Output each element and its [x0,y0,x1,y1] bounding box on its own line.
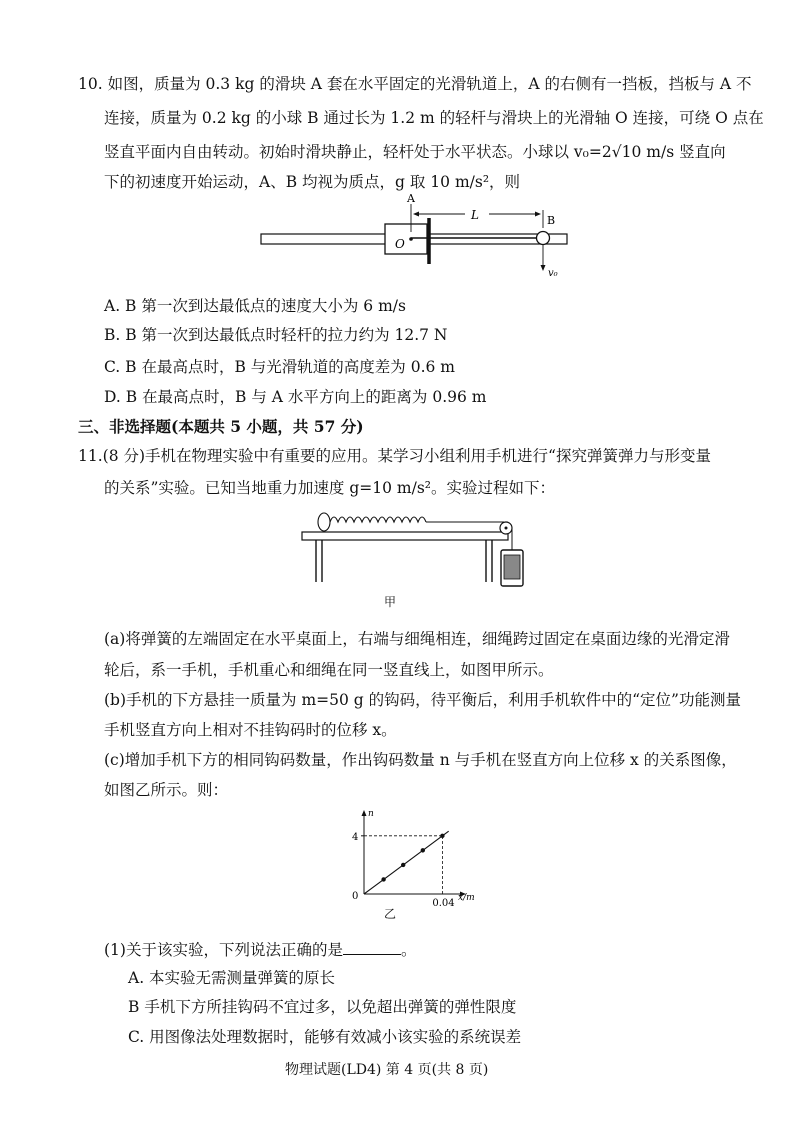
q11-step-c-1: (c)增加手机下方的相同钩码数量，作出钩码数量 n 与手机在竖直方向上位移 x 的关系图像， [104,751,737,769]
page-footer: 物理试题(LD4) 第 4 页(共 8 页) [285,1062,489,1078]
q10-line-4: 下的初速度开始运动，A、B 均视为质点，g 取 10 m/s²，则 [104,173,521,191]
q11-step-b-1: (b)手机的下方悬挂一质量为 m=50 g 的钩码，待平衡后，利用手机软件中的“定位”功能测量 [104,691,741,709]
v0-arrowhead [541,265,546,271]
q11-sub1-stem [104,940,416,960]
spring-fixed-end [318,513,330,531]
section-heading: 三、非选择题(本题共 5 小题，共 57 分) [78,417,364,436]
q10-option-d: D. B 在最高点时，B 与 A 水平方向上的距离为 0.96 m [104,388,487,406]
data-point [381,877,385,881]
fig-jia [298,504,528,596]
data-point [421,848,425,852]
dim-arrowhead-left [413,212,419,217]
data-point [440,834,444,838]
q10-line-3: 竖直平面内自由转动。初始时滑块静止，轻杆处于水平状态。小球以 v₀=2√10 m/s 竖直向 [104,143,726,161]
q10-option-a: A. B 第一次到达最低点的速度大小为 6 m/s [104,297,406,315]
q10-line-1: 10. 如图，质量为 0.3 kg 的滑块 A 套在水平固定的光滑轨道上，A 的右侧有一挡板，挡板与 A 不 [78,75,752,93]
q11-step-b-2: 手机竖直方向上相对不挂钩码时的位移 x。 [104,721,397,739]
fit-line [364,831,449,894]
y-tick-label: 4 [352,831,359,843]
spring [330,517,426,522]
q10-option-b: B. B 第一次到达最低点时轻杆的拉力约为 12.7 N [104,326,448,344]
label-l: L [471,208,479,222]
table-top [302,532,508,540]
label-v0: v₀ [548,268,558,279]
fig-yi-caption: 乙 [384,907,397,921]
q11-step-c-2: 如图乙所示。则： [104,781,229,799]
pulley-axle [505,527,508,530]
ball-b [537,232,550,245]
slider-a [385,224,427,254]
origin-label: 0 [352,891,359,902]
data-point [401,863,405,867]
q11-sub1-option-c: C. 用图像法处理数据时，能够有效减小该实验的系统误差 [128,1028,522,1046]
q11-intro-2: 的关系”实验。已知当地重力加速度 g=10 m/s²。实验过程如下： [104,479,556,497]
fig-yi-graph [340,808,490,918]
q10-figure [255,192,575,284]
phone-screen [504,555,520,579]
label-o: O [395,237,405,251]
dim-arrowhead-right [535,212,541,217]
x-axis-label: x/m [458,893,475,903]
y-axis-arrow [362,810,367,816]
x-tick-label: 0.04 [432,898,455,909]
q11-intro-1: 11.(8 分)手机在物理实验中有重要的应用。某学习小组利用手机进行“探究弹簧弹力与形变量 [78,447,711,465]
q11-sub1-prefix: (1)关于该实验，下列说法正确的是 [104,941,343,959]
q11-step-a-1: (a)将弹簧的左端固定在水平桌面上，右端与细绳相连，细绳跨过固定在桌面边缘的光滑定滑 [104,630,730,648]
q11-sub1-suffix: 。 [400,941,417,959]
q11-sub1-option-b: B 手机下方所挂钩码不宜过多，以免超出弹簧的弹性限度 [128,998,517,1016]
q10-option-c: C. B 在最高点时，B 与光滑轨道的高度差为 0.6 m [104,358,455,376]
y-axis-label: n [368,809,374,819]
label-b: B [547,214,556,227]
q10-line-2: 连接，质量为 0.2 kg 的小球 B 通过长为 1.2 m 的轻杆与滑块上的光滑轴 O 连接，可绕 O 点在 [104,109,764,127]
graph-data-layer [361,831,449,894]
fig-jia-caption: 甲 [384,595,397,609]
q11-sub1-option-a: A. 本实验无需测量弹簧的原长 [128,969,336,987]
answer-blank[interactable] [343,940,401,955]
q11-step-a-2: 轮后，系一手机，手机重心和细绳在同一竖直线上，如图甲所示。 [104,661,554,679]
label-a: A [407,192,415,205]
